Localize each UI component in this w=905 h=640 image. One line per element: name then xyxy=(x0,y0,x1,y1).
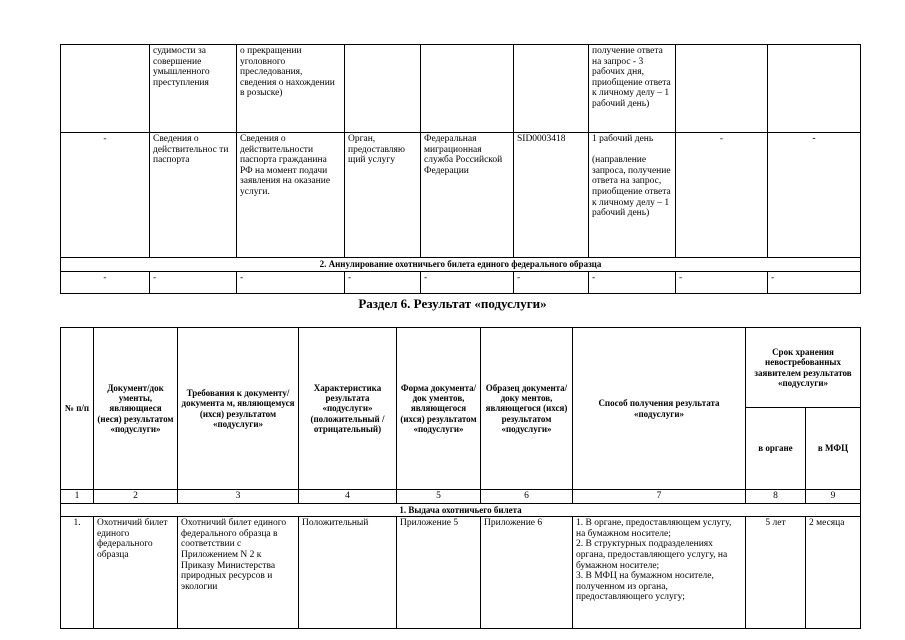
table-cell: Орган, предоставляю щий услугу xyxy=(345,133,421,258)
table-cell xyxy=(514,45,589,133)
table-cell: - xyxy=(421,271,514,293)
column-number: 4 xyxy=(299,490,397,504)
column-number: 1 xyxy=(61,490,94,504)
previous-section-table xyxy=(60,44,861,294)
table-cell: Положительный xyxy=(299,517,397,629)
table-cell: Сведения о действительности паспорта гражданина РФ на момент подачи заявления на оказание услуги. xyxy=(237,133,345,258)
table-cell: - xyxy=(237,271,345,293)
section-heading-cell: 1. Выдача охотничьего билета xyxy=(61,503,861,517)
column-header: в органе xyxy=(746,408,806,490)
table-cell: Сведения о действительнос ти паспорта xyxy=(150,133,237,258)
section-row xyxy=(61,503,861,517)
column-header: Характеристика результата «подуслуги» (положительный /отрицательный) xyxy=(299,328,397,490)
table-cell: Охотничий билет единого федерального образца в соответствии с Приложением N 2 к Приказу Министерства природных ресурсов и экологии xyxy=(178,517,299,629)
column-header: № п/п xyxy=(61,328,94,490)
table-cell xyxy=(676,45,768,133)
column-number: 7 xyxy=(573,490,746,504)
table-cell: - xyxy=(589,271,676,293)
section-heading-cell: 2. Аннулирование охотничьего билета единого федерального образца xyxy=(61,258,861,272)
table-cell: SID0003418 xyxy=(514,133,589,258)
table-cell: 1. В органе, предоставляющем услугу, на бумажном носителе; 2. В структурных подразделениях органа, предоставляющего услугу, на бумажном носителе; 3. В МФЦ на бумажном носителе, полученном из органа, предоставляющего услугу; xyxy=(573,517,746,629)
table-cell: Федеральная миграционная служба Российской Федерации xyxy=(421,133,514,258)
table-cell xyxy=(768,45,861,133)
column-header: Документ/док ументы, являющиеся (неся) результатом «подуслуги» xyxy=(94,328,178,490)
table-cell xyxy=(421,45,514,133)
column-header: Форма документа/док ументов, являющегося (ихся) результатом «подуслуги» xyxy=(397,328,481,490)
table-cell: 1. xyxy=(61,517,94,629)
table-cell: - xyxy=(676,271,768,293)
column-header: Способ получения результата «подуслуги» xyxy=(573,328,746,490)
table-cell: - xyxy=(150,271,237,293)
column-number: 8 xyxy=(746,490,806,504)
table-cell: 5 лет xyxy=(746,517,806,629)
table-cell: Охотничий билет единого федерального образца xyxy=(94,517,178,629)
column-header: Образец документа/доку ментов, являющегося (ихся) результатом «подуслуги» xyxy=(481,328,573,490)
table-cell: о прекращении уголовного преследования, сведения о нахождении в розыске) xyxy=(237,45,345,133)
table-cell: - xyxy=(61,133,150,258)
column-group-header: Срок хранения невостребованных заявителем результатов «подуслуги» xyxy=(746,328,861,408)
table-cell: - xyxy=(768,133,861,258)
table-cell: 1 рабочий день (направление запроса, получение ответа на запрос, приобщение ответа к личному делу – 1 рабочий день) xyxy=(589,133,676,258)
table-cell: 2 месяца xyxy=(806,517,861,629)
table-row xyxy=(61,133,861,258)
section-row xyxy=(61,258,861,272)
table-row xyxy=(61,271,861,293)
header-row xyxy=(61,328,861,408)
table-cell xyxy=(61,45,150,133)
column-header: Требования к документу/документа м, являющемуся (ихся) результатом «подуслуги» xyxy=(178,328,299,490)
table-row xyxy=(61,45,861,133)
table-cell: - xyxy=(514,271,589,293)
column-number: 3 xyxy=(178,490,299,504)
table-cell: - xyxy=(676,133,768,258)
column-number: 5 xyxy=(397,490,481,504)
table-cell: судимости за совершение умышленного преступления xyxy=(150,45,237,133)
column-number: 2 xyxy=(94,490,178,504)
table-cell: - xyxy=(768,271,861,293)
table-cell: - xyxy=(345,271,421,293)
table-cell: - xyxy=(61,271,150,293)
table-cell: получение ответа на запрос - 3 рабочих дня, приобщение ответа к личному делу – 1 рабочий день) xyxy=(589,45,676,133)
section-title: Раздел 6. Результат «подуслуги» xyxy=(358,296,547,311)
column-header: в МФЦ xyxy=(806,408,861,490)
table-row xyxy=(61,517,861,629)
numbers-row xyxy=(61,490,861,504)
column-number: 9 xyxy=(806,490,861,504)
column-number: 6 xyxy=(481,490,573,504)
table-cell: Приложение 6 xyxy=(481,517,573,629)
table-cell: Приложение 5 xyxy=(397,517,481,629)
result-table xyxy=(60,327,861,629)
table-cell xyxy=(345,45,421,133)
